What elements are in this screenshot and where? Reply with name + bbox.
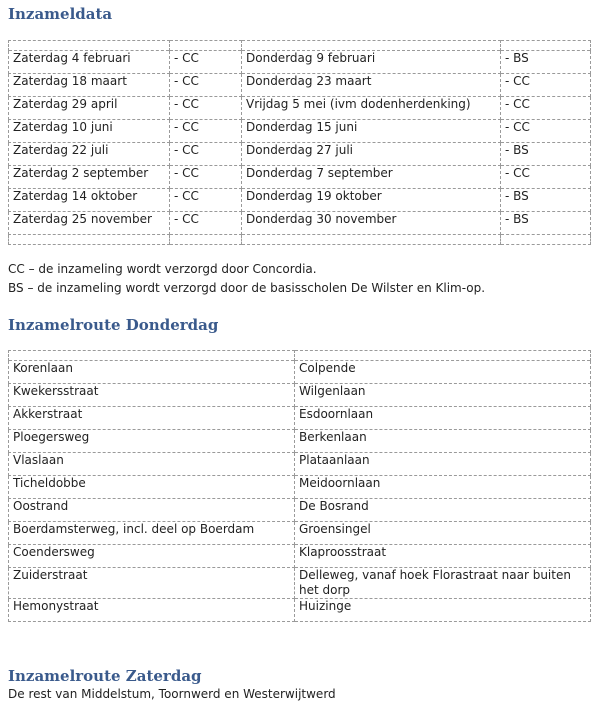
table-spacer-row bbox=[9, 235, 591, 245]
weekday-date-cell: Donderdag 9 februari bbox=[242, 51, 501, 74]
table-row bbox=[9, 545, 591, 568]
spacer-cell bbox=[170, 235, 242, 245]
saturday-date-cell: Zaterdag 14 oktober bbox=[9, 189, 170, 212]
table-row bbox=[9, 166, 591, 189]
street-cell-left: Korenlaan bbox=[9, 361, 295, 384]
street-cell-right: Berkenlaan bbox=[295, 430, 591, 453]
spacer-cell bbox=[170, 41, 242, 51]
table-row bbox=[9, 51, 591, 74]
street-cell-right: Wilgenlaan bbox=[295, 384, 591, 407]
table-row bbox=[9, 453, 591, 476]
saturday-org-cell: - CC bbox=[170, 166, 242, 189]
table-row bbox=[9, 120, 591, 143]
weekday-date-cell: Donderdag 7 september bbox=[242, 166, 501, 189]
weekday-date-cell: Donderdag 27 juli bbox=[242, 143, 501, 166]
table-row bbox=[9, 499, 591, 522]
table-row bbox=[9, 476, 591, 499]
saturday-org-cell: - CC bbox=[170, 120, 242, 143]
spacer-cell bbox=[501, 235, 591, 245]
saturday-org-cell: - CC bbox=[170, 74, 242, 97]
saturday-org-cell: - CC bbox=[170, 212, 242, 235]
thursday-route-heading: Inzamelroute Donderdag bbox=[8, 316, 219, 334]
saturday-date-cell: Zaterdag 29 april bbox=[9, 97, 170, 120]
spacer-cell bbox=[9, 235, 170, 245]
street-cell-left: Hemonystraat bbox=[9, 599, 295, 622]
weekday-date-cell: Vrijdag 5 mei (ivm dodenherdenking) bbox=[242, 97, 501, 120]
weekday-date-cell: Donderdag 23 maart bbox=[242, 74, 501, 97]
weekday-org-cell: - CC bbox=[501, 74, 591, 97]
street-cell-left: Coendersweg bbox=[9, 545, 295, 568]
table-row bbox=[9, 568, 591, 599]
weekday-org-cell: - BS bbox=[501, 51, 591, 74]
weekday-date-cell: Donderdag 30 november bbox=[242, 212, 501, 235]
street-cell-left: Ploegersweg bbox=[9, 430, 295, 453]
legend-bs: BS – de inzameling wordt verzorgd door de basisscholen De Wilster en Klim-op. bbox=[8, 281, 486, 295]
spacer-cell bbox=[501, 41, 591, 51]
table-spacer-row bbox=[9, 41, 591, 51]
table-row bbox=[9, 189, 591, 212]
table-row bbox=[9, 430, 591, 453]
table-row bbox=[9, 143, 591, 166]
thursday-route-table bbox=[8, 350, 591, 622]
weekday-org-cell: - CC bbox=[501, 97, 591, 120]
table-row bbox=[9, 361, 591, 384]
saturday-org-cell: - CC bbox=[170, 189, 242, 212]
collection-dates-heading: Inzameldata bbox=[8, 5, 113, 23]
street-cell-left: Ticheldobbe bbox=[9, 476, 295, 499]
spacer-cell bbox=[242, 41, 501, 51]
spacer-cell bbox=[9, 351, 295, 361]
street-cell-right: Colpende bbox=[295, 361, 591, 384]
street-cell-left: Kwekersstraat bbox=[9, 384, 295, 407]
saturday-org-cell: - CC bbox=[170, 97, 242, 120]
table-row bbox=[9, 599, 591, 622]
table-row bbox=[9, 522, 591, 545]
saturday-org-cell: - CC bbox=[170, 51, 242, 74]
legend-cc: CC – de inzameling wordt verzorgd door Concordia. bbox=[8, 262, 317, 276]
weekday-org-cell: - CC bbox=[501, 120, 591, 143]
weekday-org-cell: - BS bbox=[501, 143, 591, 166]
collection-dates-table bbox=[8, 40, 591, 245]
street-cell-right: Esdoornlaan bbox=[295, 407, 591, 430]
spacer-cell bbox=[242, 235, 501, 245]
street-cell-left: Oostrand bbox=[9, 499, 295, 522]
street-cell-left: Akkerstraat bbox=[9, 407, 295, 430]
spacer-cell bbox=[295, 351, 591, 361]
saturday-date-cell: Zaterdag 25 november bbox=[9, 212, 170, 235]
saturday-route-heading: Inzamelroute Zaterdag bbox=[8, 667, 202, 685]
street-cell-left: Zuiderstraat bbox=[9, 568, 295, 599]
street-cell-left: Boerdamsterweg, incl. deel op Boerdam bbox=[9, 522, 295, 545]
weekday-org-cell: - BS bbox=[501, 189, 591, 212]
table-row bbox=[9, 384, 591, 407]
saturday-date-cell: Zaterdag 10 juni bbox=[9, 120, 170, 143]
saturday-date-cell: Zaterdag 4 februari bbox=[9, 51, 170, 74]
street-cell-right: Klaproosstraat bbox=[295, 545, 591, 568]
saturday-route-text: De rest van Middelstum, Toornwerd en Westerwijtwerd bbox=[8, 687, 336, 701]
street-cell-right: Meidoornlaan bbox=[295, 476, 591, 499]
weekday-date-cell: Donderdag 19 oktober bbox=[242, 189, 501, 212]
saturday-org-cell: - CC bbox=[170, 143, 242, 166]
table-row bbox=[9, 212, 591, 235]
street-cell-right: Delleweg, vanaf hoek Florastraat naar buiten het dorp bbox=[295, 568, 591, 599]
table-row bbox=[9, 97, 591, 120]
saturday-date-cell: Zaterdag 2 september bbox=[9, 166, 170, 189]
saturday-date-cell: Zaterdag 18 maart bbox=[9, 74, 170, 97]
table-spacer-row bbox=[9, 351, 591, 361]
saturday-date-cell: Zaterdag 22 juli bbox=[9, 143, 170, 166]
street-cell-right: Plataanlaan bbox=[295, 453, 591, 476]
table-row bbox=[9, 407, 591, 430]
weekday-org-cell: - CC bbox=[501, 166, 591, 189]
weekday-org-cell: - BS bbox=[501, 212, 591, 235]
street-cell-right: De Bosrand bbox=[295, 499, 591, 522]
table-row bbox=[9, 74, 591, 97]
street-cell-right: Huizinge bbox=[295, 599, 591, 622]
street-cell-left: Vlaslaan bbox=[9, 453, 295, 476]
spacer-cell bbox=[9, 41, 170, 51]
weekday-date-cell: Donderdag 15 juni bbox=[242, 120, 501, 143]
street-cell-right: Groensingel bbox=[295, 522, 591, 545]
